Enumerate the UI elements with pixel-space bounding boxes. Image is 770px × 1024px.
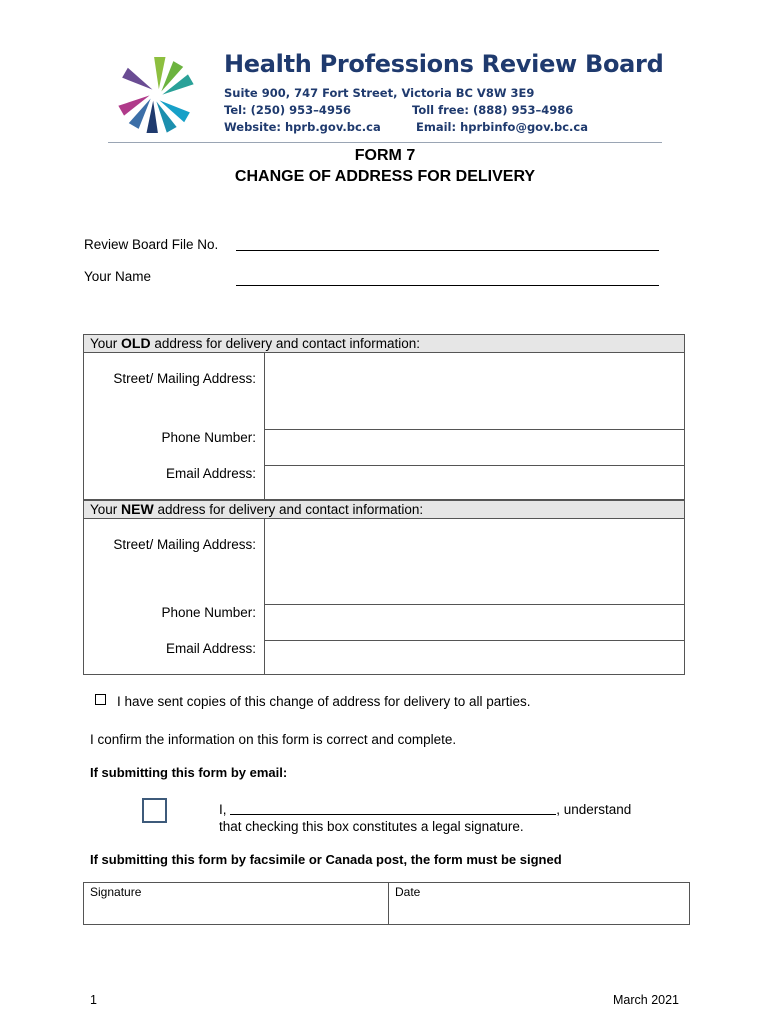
organization-website: Website: hprb.gov.bc.ca	[224, 120, 381, 134]
old-phone-field[interactable]	[264, 429, 684, 465]
email-consent-line1: I, , understand	[219, 802, 632, 817]
old-phone-label: Phone Number:	[161, 430, 256, 445]
old-address-table	[83, 334, 685, 500]
organization-name: Health Professions Review Board	[224, 50, 664, 78]
email-section-heading: If submitting this form by email:	[90, 765, 288, 780]
new-phone-field[interactable]	[264, 604, 684, 640]
header-divider	[108, 142, 662, 143]
new-address-heading: Your NEW address for delivery and contact information:	[84, 501, 684, 519]
new-street-field[interactable]	[264, 519, 684, 604]
copies-statement: I have sent copies of this change of address for delivery to all parties.	[117, 694, 531, 709]
email-consent-line2: that checking this box constitutes a legal signature.	[219, 819, 524, 834]
organization-toll-free: Toll free: (888) 953–4986	[412, 103, 574, 117]
old-email-field[interactable]	[264, 465, 684, 500]
fax-section-heading: If submitting this form by facsimile or Canada post, the form must be signed	[90, 852, 562, 867]
old-street-label: Street/ Mailing Address:	[113, 371, 256, 386]
organization-phone: Tel: (250) 953–4956	[224, 103, 351, 117]
page-number: 1	[90, 993, 97, 1007]
form-title: CHANGE OF ADDRESS FOR DELIVERY	[234, 168, 536, 185]
organization-email: Email: hprbinfo@gov.bc.ca	[416, 120, 588, 134]
revision-date: March 2021	[613, 993, 680, 1007]
old-email-label: Email Address:	[165, 466, 256, 481]
date-cell[interactable]	[389, 883, 689, 924]
new-street-label: Street/ Mailing Address:	[113, 537, 256, 552]
old-address-heading: Your OLD address for delivery and contact information:	[84, 335, 684, 353]
file-number-field[interactable]	[236, 250, 659, 251]
signature-cell[interactable]	[84, 883, 389, 924]
old-street-field[interactable]	[264, 353, 684, 429]
organization-address: Suite 900, 747 Fort Street, Victoria BC V8W 3E9	[224, 86, 535, 100]
your-name-field[interactable]	[236, 285, 659, 286]
new-email-label: Email Address:	[165, 641, 256, 656]
signature-label: Signature	[90, 885, 142, 899]
form-number: FORM 7	[354, 147, 416, 164]
consent-name-field[interactable]	[230, 814, 556, 815]
new-email-field[interactable]	[264, 640, 684, 675]
date-label: Date	[395, 885, 421, 899]
hprb-logo-icon	[118, 52, 194, 138]
confirm-statement: I confirm the information on this form is correct and complete.	[90, 732, 457, 747]
new-address-table	[83, 500, 685, 675]
new-phone-label: Phone Number:	[161, 605, 256, 620]
electronic-signature-checkbox[interactable]	[142, 798, 167, 823]
your-name-label: Your Name	[84, 269, 152, 284]
copies-sent-checkbox[interactable]	[95, 694, 106, 705]
file-number-label: Review Board File No.	[84, 237, 219, 252]
signature-table	[83, 882, 690, 925]
